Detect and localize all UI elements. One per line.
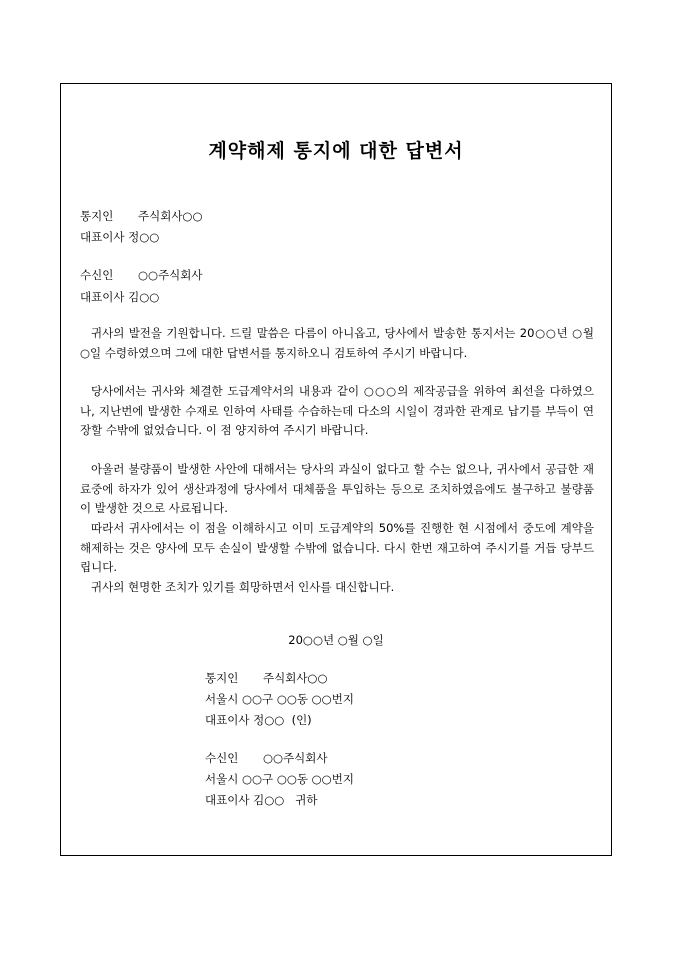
signature-sender-name: 주식회사○○ bbox=[263, 671, 328, 685]
header-sender bbox=[80, 209, 203, 223]
signature-receiver-rep: 대표이사 김○○ 귀하 bbox=[205, 793, 318, 807]
header-sender-rep: 대표이사 정○○ bbox=[80, 230, 160, 244]
header-sender-name: 주식회사○○ bbox=[138, 209, 203, 223]
document-frame bbox=[60, 83, 612, 856]
header-receiver-label: 수신인 bbox=[80, 268, 114, 282]
body-paragraph-4: 따라서 귀사에서는 이 점을 이해하시고 이미 도급계약의 50%를 진행한 현 시점에서 중도에 계약을 해제하는 것은 양사에 모두 손실이 발생할 수밖에 없습니다. 다시 한번 재고하여 주시기를 거듭 당부드립니다. bbox=[80, 521, 594, 574]
header-receiver bbox=[80, 268, 203, 282]
body-paragraph-1: 귀사의 발전을 기원합니다. 드릴 말씀은 다름이 아니옵고, 당사에서 발송한 통지서는 20○○년 ○월 ○일 수령하였으며 그에 대한 답변서를 통지하오니 검토하여 주시기 바랍니다. bbox=[80, 326, 594, 360]
body-paragraph-3: 아울러 불량품이 발생한 사안에 대해서는 당사의 과실이 없다고 할 수는 없으나, 귀사에서 공급한 재료중에 하자가 있어 생산과정에 당사에서 대체품을 투입하는 등으로 조치하였음에도 불구하고 불량품이 발생한 것으로 사료됩니다. bbox=[80, 462, 594, 515]
document-date: 20○○년 ○월 ○일 bbox=[288, 633, 384, 647]
signature-sender-rep: 대표이사 정○○ (인) bbox=[205, 713, 312, 727]
header-receiver-rep: 대표이사 김○○ bbox=[80, 290, 160, 304]
body-paragraph-2: 당사에서는 귀사와 체결한 도급계약서의 내용과 같이 ○○○의 제작공급을 위하여 최선을 다하였으나, 지난번에 발생한 수재로 인하여 사태를 수습하는데 다소의 시일이 경과한 관계로 납기를 부득이 연장할 수밖에 없었습니다. 이 점 양지하여 주시기 바랍니다. bbox=[80, 384, 594, 437]
signature-sender-address: 서울시 ○○구 ○○동 ○○번지 bbox=[205, 692, 354, 706]
signature-receiver-label: 수신인 bbox=[205, 751, 239, 765]
header-sender-label: 통지인 bbox=[80, 209, 114, 223]
signature-sender bbox=[205, 671, 328, 685]
body-paragraph-5: 귀사의 현명한 조치가 있기를 희망하면서 인사를 대신합니다. bbox=[91, 580, 395, 594]
header-receiver-name: ○○주식회사 bbox=[138, 268, 203, 282]
document-title: 계약해제 통지에 대한 답변서 bbox=[208, 140, 464, 162]
signature-sender-label: 통지인 bbox=[205, 671, 239, 685]
signature-receiver-address: 서울시 ○○구 ○○동 ○○번지 bbox=[205, 772, 354, 786]
signature-receiver bbox=[205, 751, 328, 765]
signature-receiver-name: ○○주식회사 bbox=[263, 751, 328, 765]
